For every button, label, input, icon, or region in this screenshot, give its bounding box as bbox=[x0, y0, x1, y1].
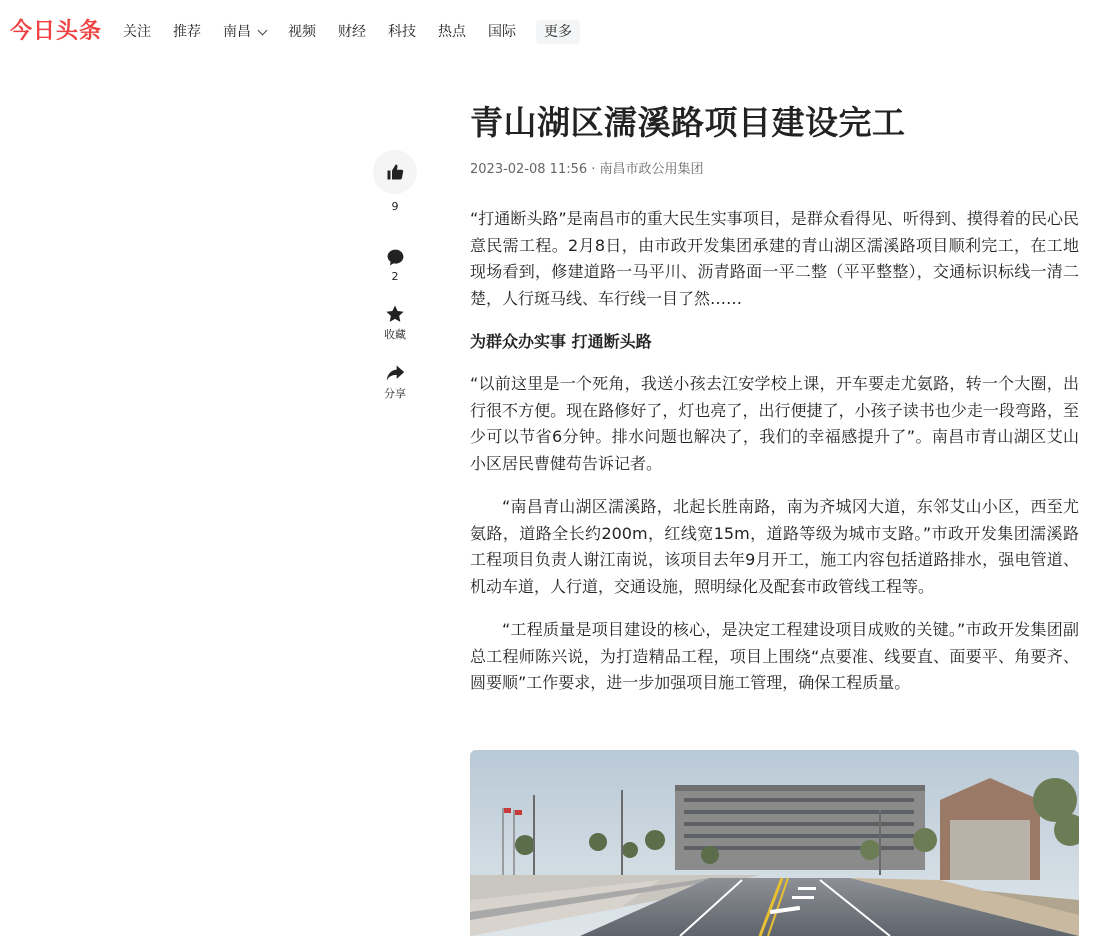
favorite-button[interactable] bbox=[373, 303, 417, 342]
article bbox=[470, 100, 1079, 714]
share-icon-wrap bbox=[383, 362, 407, 384]
share-button[interactable] bbox=[373, 362, 417, 401]
thumbs-up-icon bbox=[386, 163, 404, 181]
nav-item-recommend[interactable]: 推荐 bbox=[173, 24, 201, 40]
comment-button[interactable] bbox=[373, 246, 417, 284]
article-title: 青山湖区濡溪路项目建设完工 bbox=[470, 103, 906, 142]
article-paragraph: “打通断头路”是南昌市的重大民生实事项目，是群众看得见、听得到、摸得着的民心民意民需工程。2月8日，由市政开发集团承建的青山湖区濡溪路项目顺利完工，在工地现场看到，修建道路一马平川、沥青路面一平二整（平平整整），交通标识标线一清二楚，人行斑马线、车行线一目了然…… bbox=[470, 209, 1079, 308]
nav-item-international[interactable]: 国际 bbox=[488, 24, 516, 40]
article-paragraph: “以前这里是一个死角，我送小孩去江安学校上课，开车要走尤氨路，转一个大圈，出行很不方便。现在路修好了，灯也亮了，出行便捷了，小孩子读书也少走一段弯路，至少可以节省6分钟。排水问题也解决了，我们的幸福感提升了”。南昌市青山湖区艾山小区居民曹健苟告诉记者。 bbox=[470, 374, 1079, 473]
article-photo bbox=[470, 750, 1079, 936]
chevron-down-icon bbox=[258, 25, 268, 35]
top-nav bbox=[123, 20, 580, 44]
star-icon-wrap bbox=[383, 303, 407, 325]
article-meta: 2023-02-08 11:56 · 南昌市政公用集团 bbox=[470, 162, 704, 177]
nav-item-nanchang-label: 南昌 bbox=[223, 24, 251, 40]
star-icon bbox=[385, 304, 405, 324]
comment-icon bbox=[386, 248, 405, 267]
article-body bbox=[470, 206, 1079, 697]
favorite-label: 收藏 bbox=[384, 328, 406, 341]
nav-item-video[interactable]: 视频 bbox=[288, 24, 316, 40]
like-count: 9 bbox=[391, 200, 399, 213]
road-photo-illustration bbox=[470, 750, 1079, 936]
share-label: 分享 bbox=[384, 387, 406, 400]
nav-item-hot[interactable]: 热点 bbox=[438, 24, 466, 40]
share-icon bbox=[385, 363, 405, 383]
nav-more-button[interactable]: 更多 bbox=[536, 20, 580, 44]
nav-item-finance[interactable]: 财经 bbox=[338, 24, 366, 40]
article-paragraph: “南昌青山湖区濡溪路，北起长胜南路，南为齐城冈大道，东邻艾山小区，西至尤氨路，道路全长约200m，红线宽15m，道路等级为城市支路。”市政开发集团濡溪路工程项目负责人谢江南说，该项目去年9月开工，施工内容包括道路排水，强电管道、机动车道，人行道，交通设施，照明绿化及配套市政管线工程等。 bbox=[470, 497, 1079, 596]
comment-count: 2 bbox=[391, 270, 399, 283]
site-logo[interactable]: 今日头条 bbox=[10, 19, 103, 44]
top-header bbox=[0, 0, 1099, 64]
like-circle bbox=[373, 150, 417, 194]
like-button[interactable] bbox=[373, 150, 417, 214]
article-subheading: 为群众办实事 打通断头路 bbox=[470, 332, 652, 351]
nav-item-tech[interactable]: 科技 bbox=[388, 24, 416, 40]
nav-item-follow[interactable]: 关注 bbox=[123, 24, 151, 40]
comment-icon-wrap bbox=[383, 246, 407, 268]
nav-item-nanchang[interactable] bbox=[223, 20, 266, 44]
article-paragraph: “工程质量是项目建设的核心，是决定工程建设项目成败的关键。”市政开发集团副总工程师陈兴说，为打造精品工程，项目上围绕“点要准、线要直、面要平、角要齐、圆要顺”工作要求，进一步加强项目施工管理，确保工程质量。 bbox=[470, 620, 1079, 692]
